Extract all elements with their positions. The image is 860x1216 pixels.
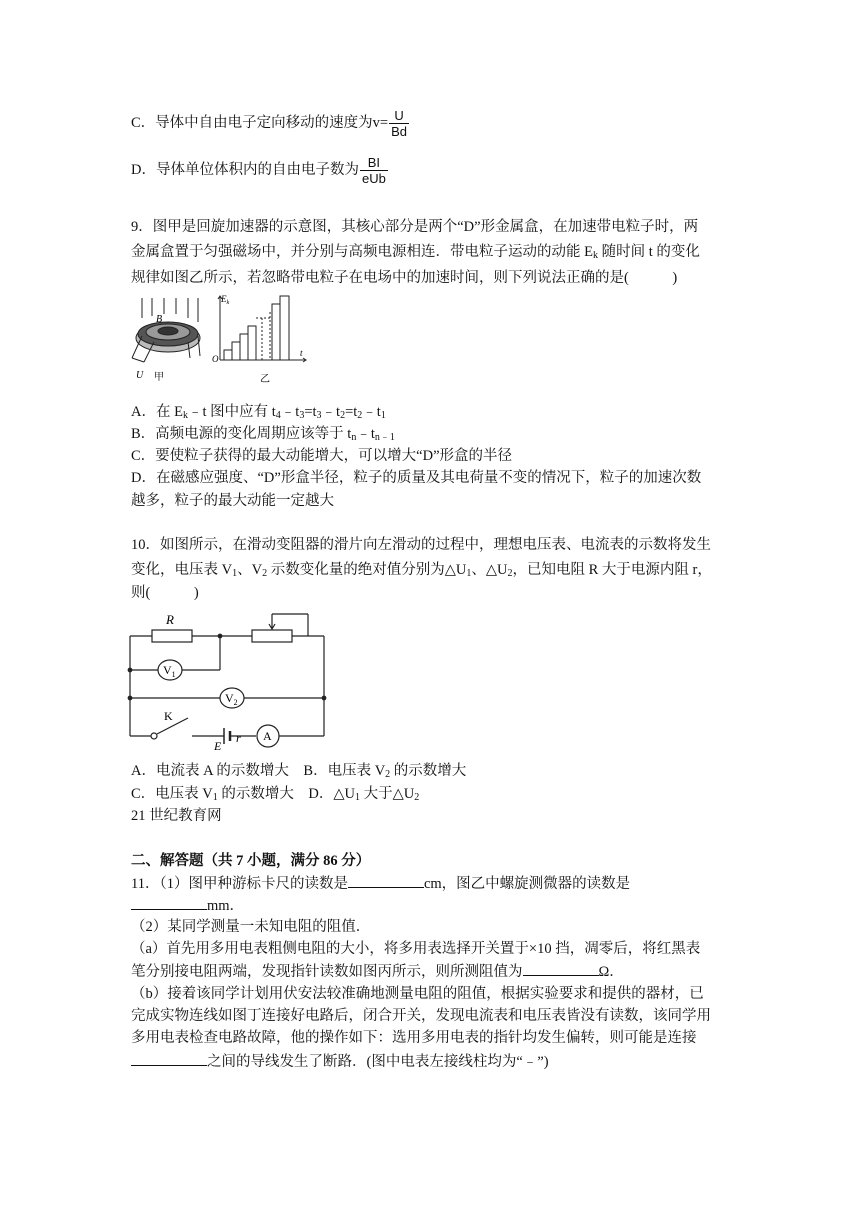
- ek-axis-label: [220, 294, 230, 306]
- section-heading: 二、解答题（共 7 小题，满分 86 分）: [131, 853, 371, 869]
- answer-blank[interactable]: [348, 873, 424, 888]
- text: ﹣t: [362, 404, 381, 420]
- resistor-label: R: [166, 612, 174, 627]
- text: ，已知电阻 R 大于电源内阻 r，: [512, 562, 712, 578]
- resistor-r: [152, 630, 192, 642]
- q9-option-b: [131, 424, 395, 448]
- text: 、V: [237, 562, 263, 578]
- circuit-diagram: [124, 606, 334, 752]
- q9-stem-line-3: 规律如图乙所示，若忽略带电粒子在电场中的加速时间，则下列说法正确的是( ): [131, 270, 678, 286]
- text: 笔分别接电阻两端，发现指针读数如图丙所示，则所测阻值为: [131, 964, 523, 980]
- v1-label: [163, 663, 176, 679]
- text: 、△U: [471, 562, 508, 578]
- v2-subscript: 2: [233, 698, 238, 707]
- q11-part1-line-1: [131, 873, 630, 894]
- v2-label: [225, 691, 238, 707]
- subscript: 2: [357, 410, 363, 421]
- t-axis-label: t: [300, 348, 303, 358]
- q11-b-line-3: 多用电表检查电路故障，他的操作如下：选用多用电表的指针均发生偏转，则可能是连接: [131, 1030, 697, 1046]
- magnetic-field-label: B: [156, 314, 163, 325]
- text: B．高频电源的变化周期应该等于 t: [131, 426, 352, 442]
- text: =t: [345, 404, 358, 420]
- text: =t: [304, 404, 317, 420]
- q8-option-c: [131, 108, 409, 139]
- q11-b-line-1: （b）接着该同学计划用伏安法较准确地测量电阻的阻值，根据实验要求和提供的器材，已: [131, 986, 704, 1002]
- fraction-denominator: Bd: [391, 124, 408, 139]
- text: A．在 E: [131, 404, 183, 420]
- subscript: 2: [262, 568, 268, 579]
- q9-option-a: [131, 402, 386, 426]
- q11-b-line-4: [131, 1051, 549, 1072]
- subscript: 1: [232, 568, 238, 579]
- text: ﹣t: [321, 404, 341, 420]
- q11-part2: （2）某同学测量一未知电阻的阻值．: [131, 919, 371, 935]
- voltage-label: U: [136, 370, 144, 381]
- ek-label: E: [221, 294, 227, 304]
- q9-stem-line-2: [131, 242, 700, 266]
- q10-stem-line-1: 10．如图所示，在滑动变阻器的滑片向左滑动的过程中，理想电压表、电流表的示数将发生: [131, 537, 711, 553]
- cyclotron-figure: [128, 296, 210, 386]
- text: 示数变化量的绝对值分别为△U: [267, 562, 467, 578]
- v2-letter: V: [225, 691, 234, 705]
- v1-letter: V: [163, 663, 172, 677]
- q10-options-ab: [131, 761, 466, 785]
- q8-option-d-fraction: [360, 155, 388, 186]
- emf-label: E: [214, 739, 222, 752]
- ek-t-graph: [210, 292, 310, 388]
- text: 大于△U: [360, 786, 415, 802]
- answer-blank[interactable]: [523, 961, 599, 976]
- switch-pivot: [151, 733, 157, 739]
- answer-blank[interactable]: [131, 1051, 207, 1066]
- text: 的示数增大 D．△U: [217, 786, 355, 802]
- q8-option-c-text: C．导体中自由电子定向移动的速度为v=: [131, 114, 389, 131]
- q11-a-line-1: （a）首先用多用电表粗侧电阻的大小，将多用表选择开关置于×10 挡，凋零后，将红黑表: [131, 941, 701, 957]
- subscript: 2: [414, 792, 420, 803]
- text: Ω．: [598, 964, 624, 980]
- text: ﹣t: [280, 404, 300, 420]
- figure-jia-label: 甲: [154, 372, 164, 383]
- text: cm，图乙中螺旋测微器的读数是: [423, 876, 631, 892]
- q10-stem-line-3: 则( ): [131, 585, 199, 601]
- q9-option-d-line-1: D．在磁感应强度、“D”形盒半径，粒子的质量及其电荷量不变的情况下，粒子的加速次数: [131, 470, 702, 486]
- text: 金属盒置于匀强磁场中，并分别与高频电源相连．带电粒子运动的动能 E: [131, 244, 593, 260]
- subscript: 1: [466, 568, 472, 579]
- text: C．电压表 V: [131, 786, 213, 802]
- q10-stem-line-2: [131, 560, 712, 584]
- figure-yi-label: 乙: [260, 374, 270, 385]
- q8-option-c-fraction: [389, 108, 409, 139]
- origin-label: O: [212, 354, 219, 364]
- text: mm．: [207, 898, 245, 914]
- text: ﹣t: [356, 426, 375, 442]
- q9-option-c: C．要使粒子获得的最大动能增大，可以增大“D”形盒的半径: [131, 448, 513, 464]
- subscript: 2: [507, 568, 513, 579]
- fraction-numerator: U: [389, 108, 409, 124]
- q8-option-d-text: D．导体单位体积内的自由电子数为: [131, 161, 359, 178]
- v1-subscript: 1: [171, 670, 176, 679]
- text: 11．（1）图甲种游标卡尺的读数是: [131, 876, 348, 892]
- subscript: k: [592, 250, 598, 261]
- text: ﹣t 图中应有 t: [187, 404, 276, 420]
- q11-b-line-2: 完成实物连线如图丁连接好电路后，闭合开关，发现电流表和电压表皆没有读数，该同学用: [131, 1008, 711, 1024]
- subscript: 1: [380, 410, 386, 421]
- rheostat: [252, 630, 292, 642]
- text: 随时间 t 的变化: [597, 244, 700, 260]
- subscript: 3: [316, 410, 322, 421]
- subscript: 2: [340, 410, 346, 421]
- subscript: 1: [212, 792, 218, 803]
- ammeter-label: A: [263, 729, 272, 743]
- q9-option-d-line-2: 越多，粒子的最大动能一定越大: [131, 493, 334, 509]
- internal-resistance-label: r: [236, 731, 241, 745]
- watermark-text: 21 世纪教育网: [131, 808, 222, 824]
- q10-options-cd: [131, 784, 419, 808]
- text: A．电流表 A 的示数增大 B．电压表 V: [131, 763, 386, 779]
- answer-blank[interactable]: [131, 895, 207, 910]
- q9-stem-line-1: 9．图甲是回旋加速器的示意图，其核心部分是两个“D”形金属盒，在加速带电粒子时，两: [131, 219, 699, 235]
- subscript: n﹣1: [374, 432, 395, 443]
- ek-subscript: k: [226, 300, 230, 306]
- subscript: 2: [385, 769, 391, 780]
- subscript: n: [351, 432, 357, 443]
- subscript: 3: [299, 410, 305, 421]
- text: 的示数增大: [390, 763, 467, 779]
- fraction-numerator: BI: [360, 155, 388, 171]
- text: 之间的导线发生了断路．(图中电表左接线柱均为“﹣”): [207, 1054, 549, 1070]
- text: 变化，电压表 V: [131, 562, 233, 578]
- subscript: k: [182, 410, 188, 421]
- q11-part1-line-2: [131, 895, 244, 916]
- subscript: 4: [275, 410, 281, 421]
- q11-a-line-2: [131, 961, 624, 982]
- subscript: 1: [355, 792, 360, 803]
- switch-label: K: [164, 709, 173, 723]
- q8-option-d: [131, 155, 388, 186]
- fraction-denominator: eUb: [361, 171, 386, 186]
